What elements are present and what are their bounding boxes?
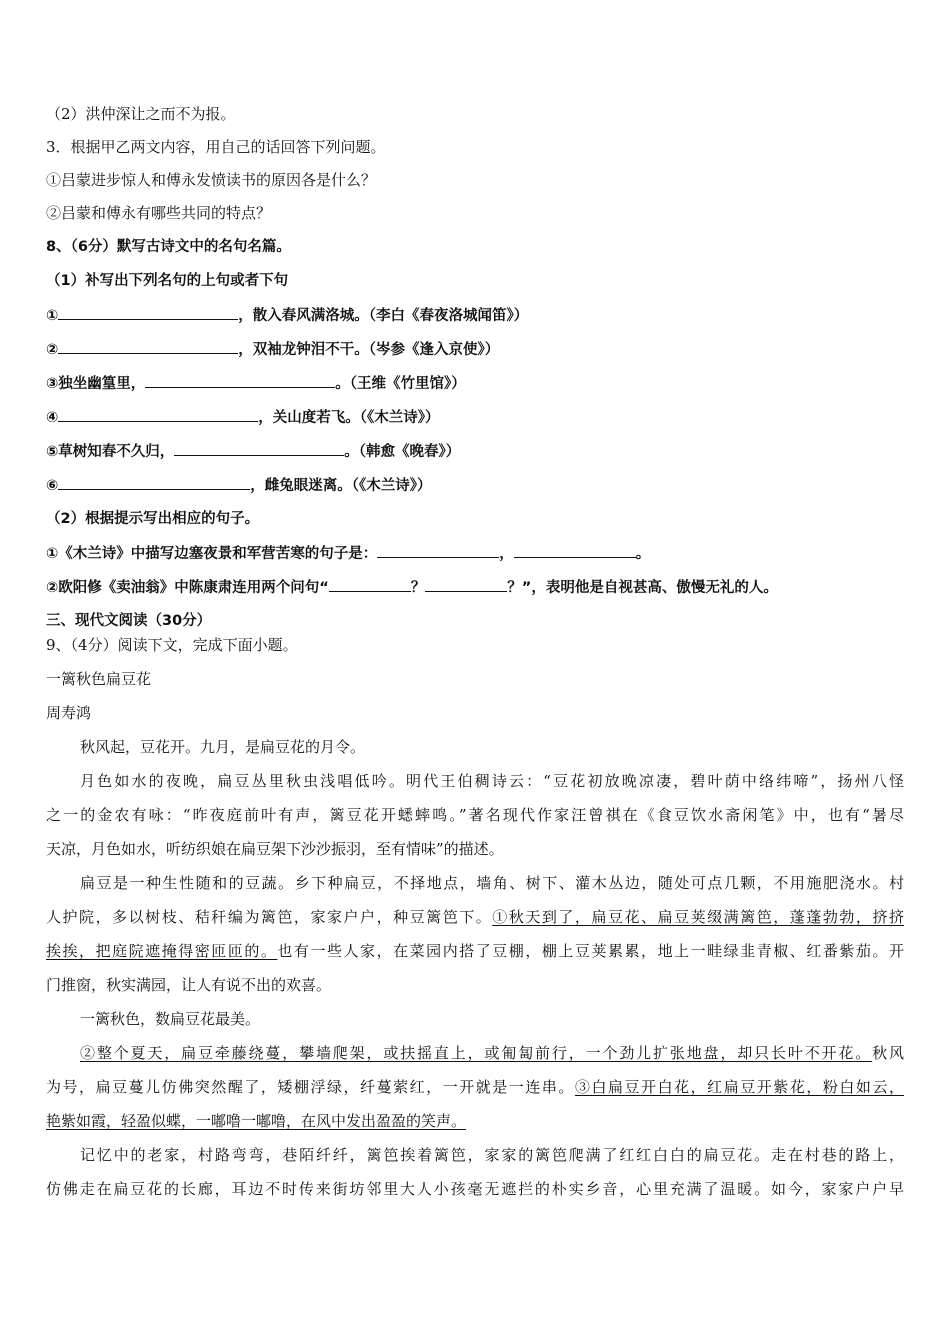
answer-blank[interactable] bbox=[377, 542, 499, 558]
question-9-title: 9、（4分）阅读下文，完成下面小题。 bbox=[46, 636, 298, 654]
section-3-heading: 三、现代文阅读（30分） bbox=[46, 613, 212, 629]
answer-blank[interactable] bbox=[145, 372, 335, 388]
answer-blank[interactable] bbox=[329, 576, 411, 592]
essay-title: 一篱秋色扁豆花 bbox=[46, 670, 152, 688]
question-7-part3-item2: ②吕蒙和傅永有哪些共同的特点？ bbox=[46, 204, 272, 222]
question-7-part2: （2）洪仲深让之而不为报。 bbox=[46, 105, 236, 123]
underlined-sentence-1: ①秋天到了，扁豆花、扁豆荚缀满篱笆，蓬蓬勃勃，挤挤 bbox=[492, 908, 904, 926]
question-8-part2-title: （2）根据提示写出相应的句子。 bbox=[46, 511, 260, 527]
essay-paragraph-1: 秋风起，豆花开。九月，是扁豆花的月令。 bbox=[80, 738, 366, 756]
question-7-part3-item1: ①吕蒙进步惊人和傅永发愤读书的原因各是什么？ bbox=[46, 171, 377, 189]
prompt-item-2: ②欧阳修《卖油翁》中陈康肃连用两个问句“ ？ ？”，表明他是自视甚高、傲慢无礼的人。 bbox=[46, 576, 904, 599]
essay-paragraph-3-line1: 扁豆是一种生性随和的豆蔬。乡下种扁豆，不择地点，墙角、树下、灌木丛边，随处可点几颗，不用施肥浇水。村 bbox=[80, 874, 904, 892]
underlined-sentence-3-cont: 艳紫如霞，轻盈似蝶，一嘟噜一嘟噜，在风中发出盈盈的笑声。 bbox=[46, 1112, 467, 1130]
answer-blank[interactable] bbox=[58, 338, 238, 354]
question-8-title: 8、（6分）默写古诗文中的名句名篇。 bbox=[46, 239, 291, 255]
essay-paragraph-6-line1: 记忆中的老家，村路弯弯，巷陌纤纤，篱笆挨着篱笆，家家的篱笆爬满了红红白白的扁豆花。走在村巷的路上， bbox=[80, 1146, 904, 1164]
prompt-item-1: ①《木兰诗》中描写边塞夜景和军营苦寒的句子是： ， 。 bbox=[46, 542, 904, 565]
essay-paragraph-3-line4: 门推窗，秋实满园，让人有说不出的欢喜。 bbox=[46, 976, 332, 994]
answer-blank[interactable] bbox=[58, 474, 250, 490]
answer-blank[interactable] bbox=[425, 576, 507, 592]
answer-blank[interactable] bbox=[58, 406, 258, 422]
fill-item-1: ① ，散入春风满洛城。（李白《春夜洛城闻笛》） bbox=[46, 304, 904, 327]
essay-paragraph-3-line2: 人护院，多以树枝、秸秆编为篱笆，家家户户，种豆篱笆下。①秋天到了，扁豆花、扁豆荚缀满篱笆，蓬蓬勃勃，挤挤 bbox=[46, 908, 904, 926]
fill-item-4: ④ ，关山度若飞。（《木兰诗》） bbox=[46, 406, 904, 429]
answer-blank[interactable] bbox=[514, 542, 636, 558]
essay-paragraph-5-line1: ②整个夏天，扁豆牵藤绕蔓，攀墙爬架，或扶摇直上，或匍匐前行，一个劲儿扩张地盘，却只长叶不开花。秋风 bbox=[80, 1044, 904, 1062]
essay-paragraph-3-line3: 挨挨，把庭院遮掩得密匝匝的。也有一些人家，在菜园内搭了豆棚，棚上豆荚累累，地上一畦绿韭青椒、红番紫茄。开 bbox=[46, 942, 904, 960]
question-8-part1-title: （1）补写出下列名句的上句或者下句 bbox=[46, 273, 289, 289]
underlined-sentence-3: ③白扁豆开白花，红扁豆开紫花，粉白如云， bbox=[574, 1078, 904, 1096]
fill-item-5: ⑤草树知春不久归， 。（韩愈《晚春》） bbox=[46, 440, 904, 463]
essay-paragraph-5-line3 bbox=[46, 1110, 904, 1132]
essay-author: 周寿鸿 bbox=[46, 704, 92, 722]
underlined-sentence-2: ②整个夏天，扁豆牵藤绕蔓，攀墙爬架，或扶摇直上，或匍匐前行，一个劲儿扩张地盘，却只长叶不开花。 bbox=[80, 1044, 873, 1062]
essay-paragraph-4: 一篱秋色，数扁豆花最美。 bbox=[80, 1010, 261, 1028]
fill-item-6: ⑥ ，雌兔眼迷离。（《木兰诗》） bbox=[46, 474, 904, 497]
essay-paragraph-2-line3: 天凉，月色如水，听纺织娘在扁豆架下沙沙振羽，至有情味”的描述。 bbox=[46, 840, 504, 858]
answer-blank[interactable] bbox=[58, 304, 238, 320]
essay-paragraph-2-line1: 月色如水的夜晚，扁豆丛里秋虫浅唱低吟。明代王伯稠诗云：“豆花初放晚凉凄，碧叶荫中络纬啼”，扬州八怪 bbox=[80, 772, 904, 790]
essay-paragraph-5-line2: 为号，扁豆蔓儿仿佛突然醒了，矮棚浮绿，纤蔓萦红，一开就是一连串。③白扁豆开白花，红扁豆开紫花，粉白如云， bbox=[46, 1078, 904, 1096]
essay-paragraph-6-line2: 仿佛走在扁豆花的长廊，耳边不时传来街坊邻里大人小孩毫无遮拦的朴实乡音，心里充满了温暖。如今，家家户户早 bbox=[46, 1180, 904, 1198]
answer-blank[interactable] bbox=[174, 440, 344, 456]
essay-paragraph-2-line2: 之一的金农有咏：“昨夜庭前叶有声，篱豆花开蟋蟀鸣。”著名现代作家汪曾祺在《食豆饮水斋闲笔》中，也有“暑尽 bbox=[46, 806, 904, 824]
question-7-part3: 3．根据甲乙两文内容，用自己的话回答下列问题。 bbox=[46, 138, 386, 156]
fill-item-3: ③独坐幽篁里， 。（王维《竹里馆》） bbox=[46, 372, 904, 395]
underlined-sentence-1-cont: 挨挨，把庭院遮掩得密匝匝的。 bbox=[46, 942, 278, 960]
fill-item-2: ② ，双袖龙钟泪不干。（岑参《逢入京使》） bbox=[46, 338, 904, 361]
